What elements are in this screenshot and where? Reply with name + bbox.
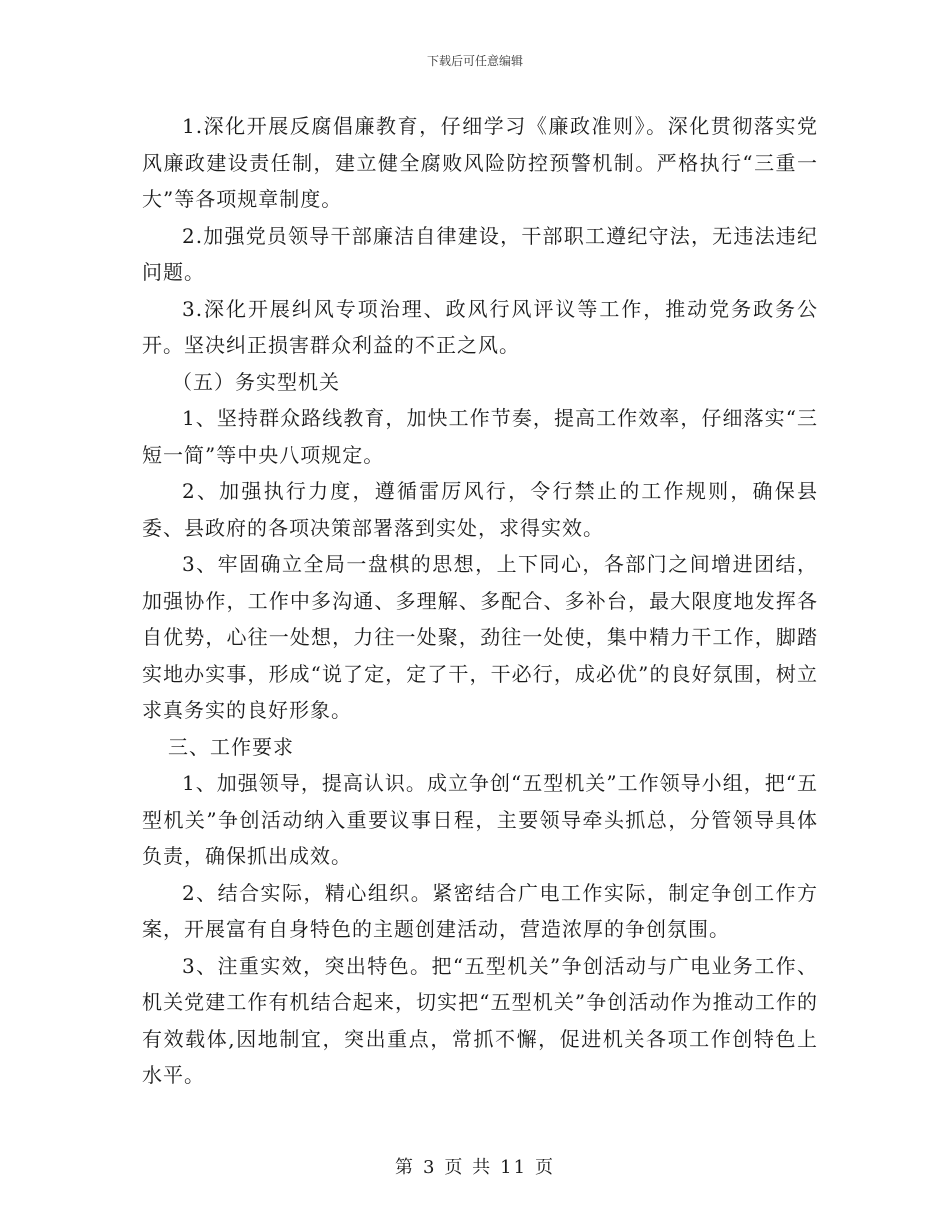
paragraph-leadership: 1、加强领导，提高认识。成立争创“五型机关”工作领导小组，把“五型机关”争创活动纳入重要议事日程，主要领导牵头抓总，分管领导具体负责，确保抓出成效。 [142, 771, 818, 868]
page-header-note: 下载后可任意编辑 [426, 54, 523, 68]
document-body [142, 108, 818, 1094]
paragraph-overall-situation: 3、牢固确立全局一盘棋的思想，上下同心，各部门之间增进团结，加强协作，工作中多沟通、多理解、多配合、多补台，最大限度地发挥各自优势，心往一处想，力往一处聚，劲往一处使，集中精力干工作，脚踏实地办实事，形成“说了定，定了干，干必行，成必优”的良好氛围，树立求真务实的良好形象。 [142, 552, 818, 722]
paragraph-mass-line: 1、坚持群众路线教育，加快工作节奏，提高工作效率，仔细落实“三短一简”等中央八项规定。 [142, 406, 818, 467]
footer-current-page: 3 [422, 1157, 437, 1178]
paragraph-effectiveness: 3、注重实效，突出特色。把“五型机关”争创活动与广电业务工作、机关党建工作有机结合起来，切实把“五型机关”争创活动作为推动工作的有效载体,因地制宜，突出重点，常抓不懈，促进机关各项工作创特色上水平。 [142, 953, 818, 1087]
paragraph-self-discipline: 2.加强党员领导干部廉洁自律建设，干部职工遵纪守法，无违法违纪问题。 [142, 223, 818, 284]
section-heading-work-requirements: 三、工作要求 [168, 734, 294, 759]
paragraph-execution: 2、加强执行力度，遵循雷厉风行，令行禁止的工作规则，确保县委、县政府的各项决策部署落到实处，求得实效。 [142, 479, 818, 540]
paragraph-organization: 2、结合实际，精心组织。紧密结合广电工作实际，制定争创工作方案，开展富有自身特色的主题创建活动，营造浓厚的争创氛围。 [142, 880, 818, 941]
paragraph-rectification: 3.深化开展纠风专项治理、政风行风评议等工作，推动党务政务公开。坚决纠正损害群众利益的不正之风。 [142, 296, 818, 357]
page-footer [0, 1153, 950, 1179]
footer-prefix: 第 [394, 1157, 415, 1178]
footer-suffix: 页 [535, 1157, 556, 1178]
paragraph-anticorruption-education: 1.深化开展反腐倡廉教育，仔细学习《廉政准则》。深化贯彻落实党风廉政建设责任制，建立健全腐败风险防控预警机制。严格执行“三重一大”等各项规章制度。 [142, 114, 818, 211]
subheading-pragmatic-organ: （五）务实型机关 [172, 369, 340, 394]
footer-total-pages: 11 [500, 1157, 528, 1178]
footer-middle: 页 共 [444, 1157, 493, 1178]
